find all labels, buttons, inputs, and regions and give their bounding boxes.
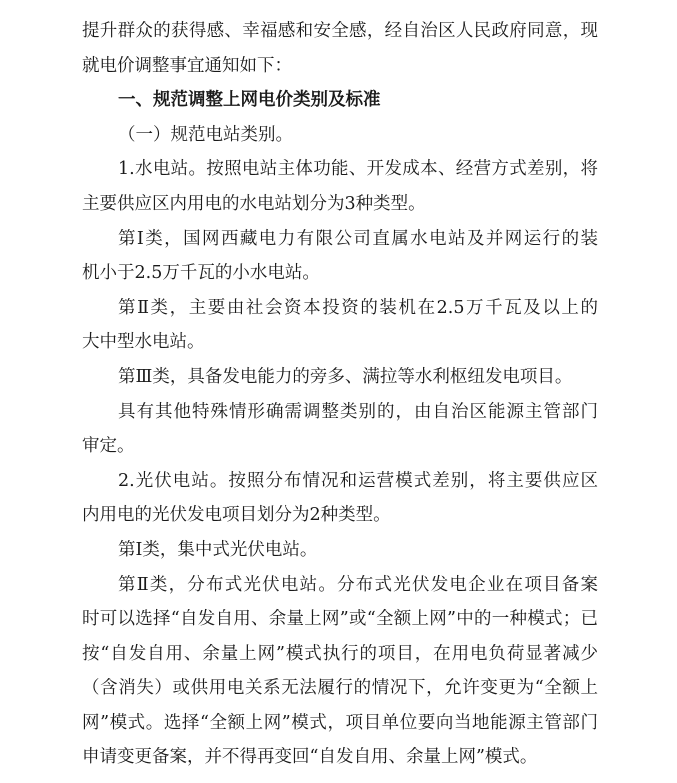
paragraph-line: 1.水电站。按照电站主体功能、开发成本、经营方式差别，将	[118, 159, 598, 180]
paragraph-line: 2.光伏电站。按照分布情况和运营模式差别，将主要供应区	[118, 470, 598, 491]
subsection-heading: （一）规范电站类别。	[118, 124, 293, 145]
paragraph-line: 大中型水电站。	[82, 332, 205, 353]
document-page	[82, 14, 598, 775]
paragraph-line: 第Ⅲ类，具备发电能力的旁多、满拉等水利枢纽发电项目。	[118, 366, 573, 387]
paragraph-line: 审定。	[82, 436, 135, 457]
paragraph-line: 第Ⅱ类，主要由社会资本投资的装机在2.5万千瓦及以上的	[118, 297, 598, 318]
paragraph-line: 第Ⅰ类，国网西藏电力有限公司直属水电站及并网运行的装	[118, 228, 598, 249]
paragraph-line: 机小于2.5万千瓦的小水电站。	[82, 263, 320, 284]
paragraph-line: 具有其他特殊情形确需调整类别的，由自治区能源主管部门	[118, 401, 598, 422]
paragraph-line: 主要供应区内用电的水电站划分为3种类型。	[82, 193, 426, 214]
paragraph-line: 提升群众的获得感、幸福感和安全感，经自治区人民政府同意，现	[82, 21, 598, 41]
paragraph-line: 时可以选择“自发自用、余量上网”或“全额上网”中的一种模式；已	[82, 609, 598, 630]
paragraph-line: 申请变更备案，并不得再变回“自发自用、余量上网”模式。	[82, 747, 538, 768]
paragraph-line: 内用电的光伏发电项目划分为2种类型。	[82, 505, 391, 526]
paragraph-line: （含消失）或供用电关系无法履行的情况下，允许变更为“全额上	[82, 678, 598, 699]
paragraph-line: 第Ⅰ类，集中式光伏电站。	[118, 539, 318, 560]
section-heading: 一、规范调整上网电价类别及标准	[118, 90, 381, 111]
paragraph-line: 按“自发自用、余量上网”模式执行的项目，在用电负荷显著减少	[82, 643, 598, 664]
paragraph-line: 第Ⅱ类，分布式光伏电站。分布式光伏发电企业在项目备案	[118, 574, 598, 595]
paragraph-line: 网”模式。选择“全额上网”模式，项目单位要向当地能源主管部门	[82, 712, 598, 733]
paragraph-line: 就电价调整事宜通知如下：	[82, 55, 292, 76]
